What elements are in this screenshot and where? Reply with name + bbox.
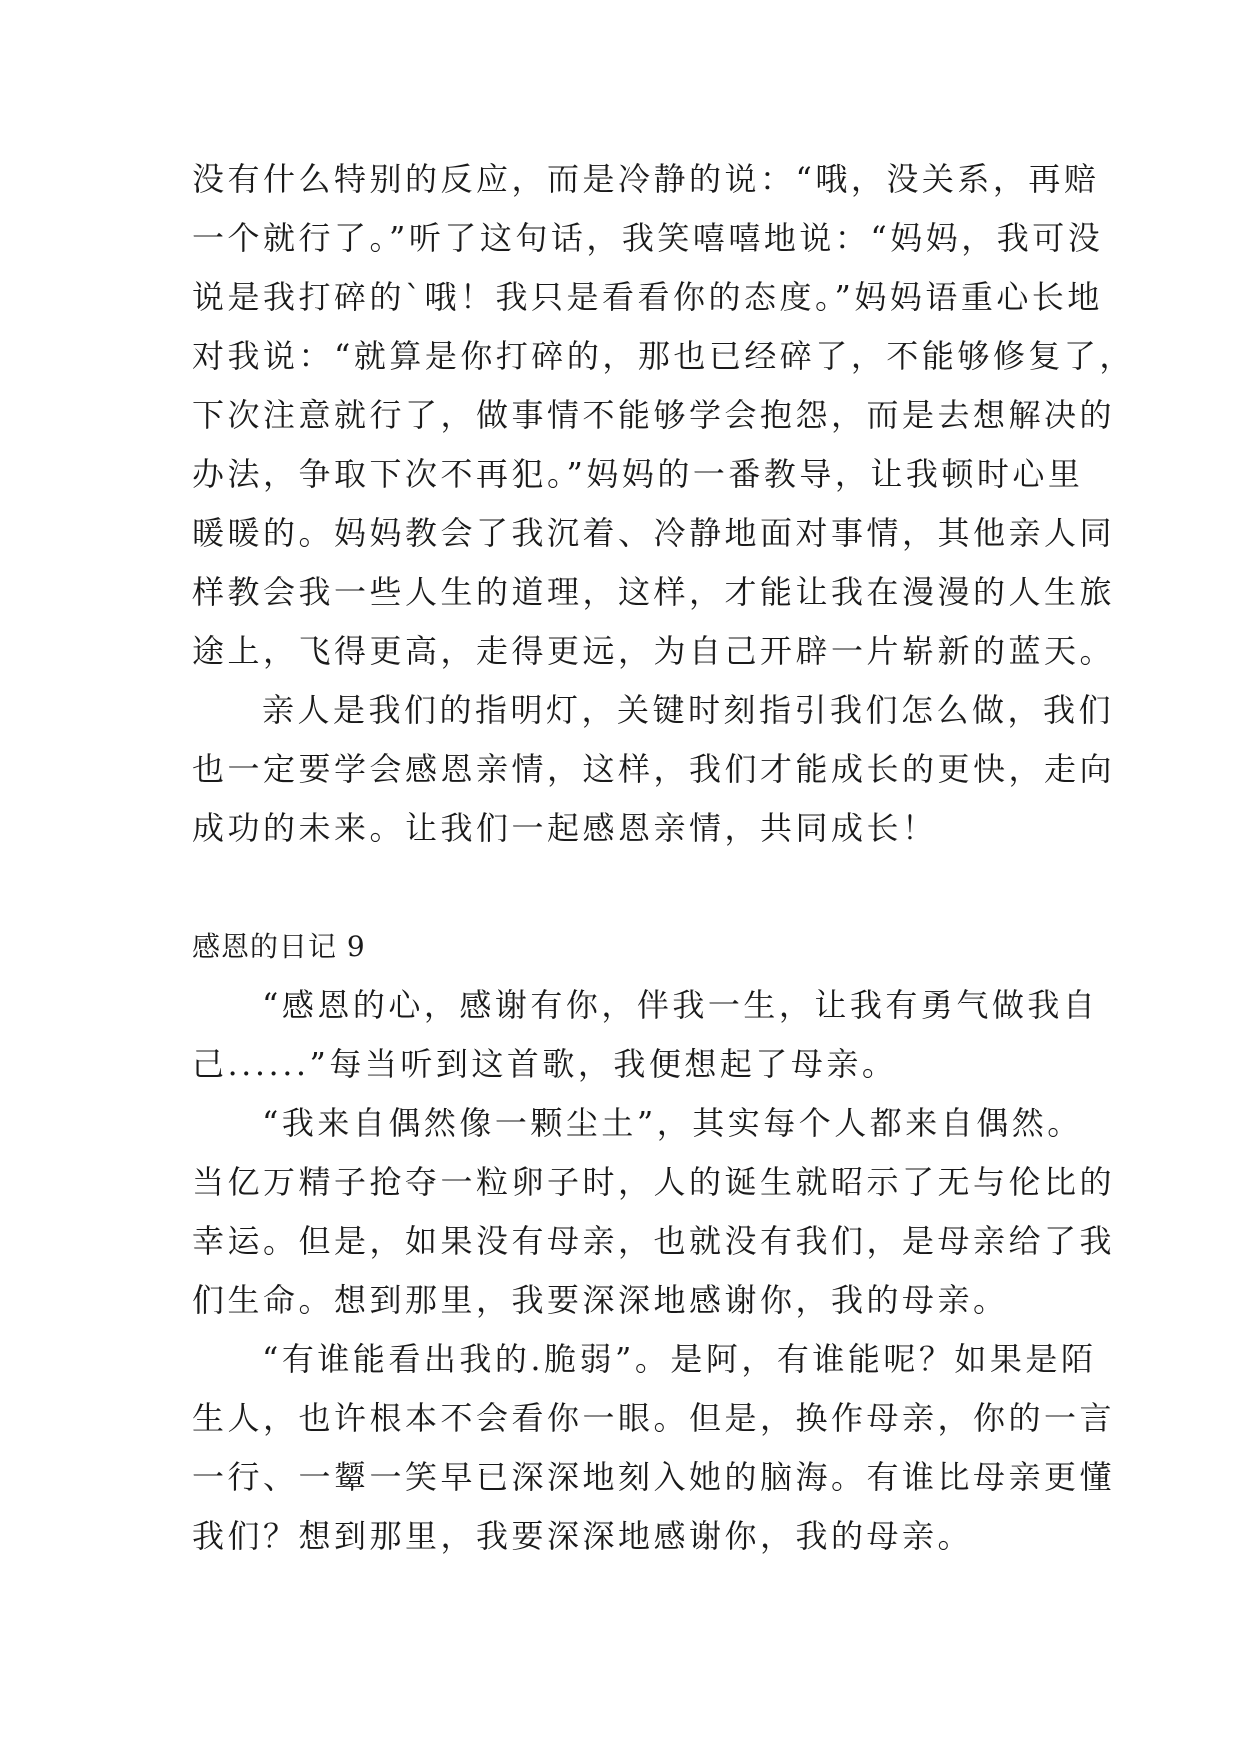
text-line: 己......”每当听到这首歌，我便想起了母亲。 (192, 1045, 898, 1083)
paragraph-birth (192, 1094, 1116, 1330)
text-line: 下次注意就行了，做事情不能够学会抱怨，而是去想解决的 (192, 396, 1116, 434)
paragraph-mother-reaction (192, 150, 1135, 681)
text-line: 一行、一颦一笑早已深深地刻入她的脑海。有谁比母亲更懂 (192, 1458, 1116, 1496)
text-line: “有谁能看出我的.脆弱”。是阿，有谁能呢？如果是陌 (262, 1340, 1097, 1378)
section-title: 感恩的日记 9 (192, 930, 366, 963)
paragraph-conclusion (192, 681, 1116, 858)
text-line: 没有什么特别的反应，而是冷静的说：“哦，没关系，再赔 (192, 160, 1100, 198)
document-page (192, 150, 1135, 1566)
text-line: 幸运。但是，如果没有母亲，也就没有我们，是母亲给了我 (192, 1222, 1116, 1260)
text-line: 一个就行了。”听了这句话，我笑嘻嘻地说：“妈妈，我可没 (192, 219, 1104, 257)
text-line: “感恩的心，感谢有你，伴我一生，让我有勇气做我自 (262, 986, 1099, 1024)
text-line: 成功的未来。让我们一起感恩亲情，共同成长！ (192, 809, 938, 847)
text-line: 们生命。想到那里，我要深深地感谢你，我的母亲。 (192, 1281, 1009, 1319)
text-line: 途上，飞得更高，走得更远，为自己开辟一片崭新的蓝天。 (192, 632, 1116, 670)
text-line: 当亿万精子抢夺一粒卵子时，人的诞生就昭示了无与伦比的 (192, 1163, 1116, 1201)
paragraph-understanding (192, 1330, 1116, 1566)
text-line: 暖暖的。妈妈教会了我沉着、冷静地面对事情，其他亲人同 (192, 514, 1116, 552)
text-line: 办法，争取下次不再犯。”妈妈的一番教导，让我顿时心里 (192, 455, 1084, 493)
text-line: “我来自偶然像一颗尘土”，其实每个人都来自偶然。 (262, 1104, 1083, 1142)
text-line: 说是我打碎的`哦！我只是看看你的态度。”妈妈语重心长地 (192, 278, 1103, 316)
text-line: 样教会我一些人生的道理，这样，才能让我在漫漫的人生旅 (192, 573, 1116, 611)
paragraph-song (192, 976, 1099, 1094)
text-line: 我们？想到那里，我要深深地感谢你，我的母亲。 (192, 1517, 974, 1555)
text-line: 也一定要学会感恩亲情，这样，我们才能成长的更快，走向 (192, 750, 1116, 788)
text-line: 对我说：“就算是你打碎的，那也已经碎了，不能够修复了， (192, 337, 1135, 375)
text-line: 亲人是我们的指明灯，关键时刻指引我们怎么做，我们 (262, 691, 1115, 729)
text-line: 生人，也许根本不会看你一眼。但是，换作母亲，你的一言 (192, 1399, 1116, 1437)
